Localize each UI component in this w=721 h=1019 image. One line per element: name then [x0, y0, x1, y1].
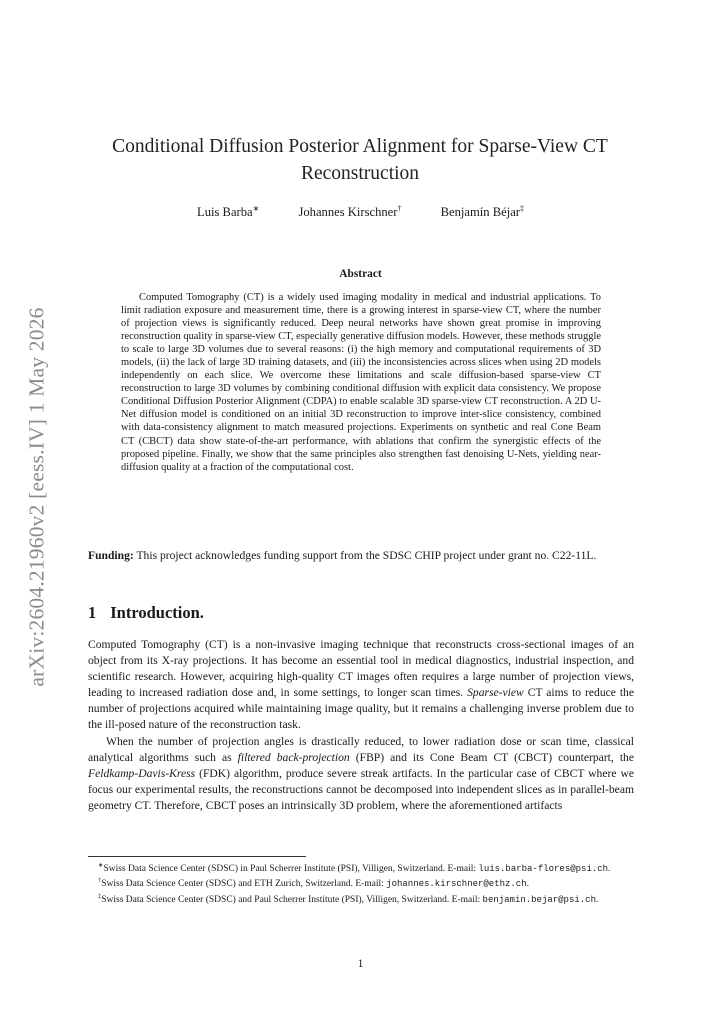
section-title: Introduction.	[110, 603, 204, 622]
author: Luis Barba∗	[197, 204, 260, 220]
author: Benjamín Béjar‡	[440, 204, 524, 220]
author: Johannes Kirschner†	[298, 204, 402, 220]
arxiv-identifier: arXiv:2604.21960v2 [eess.IV] 1 May 2026	[24, 307, 49, 687]
section-number: 1	[88, 603, 97, 622]
section-heading	[88, 603, 204, 623]
abstract-heading: Abstract	[339, 268, 382, 280]
email-link[interactable]: johannes.kirschner@ethz.ch	[386, 879, 527, 890]
paragraph: When the number of projection angles is drastically reduced, to lower radiation dose or scan time, classical analytical algorithms such as filtered back-projection (FBP) and its Cone Beam CT (CBCT) counterpart, the Feldkamp-Davis-Kress (FDK) algorithm, produce severe streak artifacts. In the particular case of CBCT where we focus our experimental results, the reconstructions cannot be decomposed into independent slices as in parallel-beam geometry CT. Therefore, CBCT poses an intrinsically 3D problem, where the aforementioned artifacts	[88, 734, 634, 812]
page-number: 1	[357, 957, 364, 970]
footnote: ∗Swiss Data Science Center (SDSC) in Paul Scherrer Institute (PSI), Villigen, Switzerland. E-mail: luis.barba-flores@psi.ch.	[98, 862, 611, 875]
paragraph: Computed Tomography (CT) is a non-invasive imaging technique that reconstructs cross-sectional images of an object from its X-ray projections. It has become an essential tool in medical diagnostics, industrial inspection, and scientific research. However, acquiring high-quality CT images often requires a large number of projection views, leading to increased radiation dose and, in some settings, to longer scan times. Sparse-view CT aims to reduce the number of projections acquired while maintaining image quality, but it remains a challenging inverse problem due to the ill-posed nature of the reconstruction task.	[88, 638, 634, 732]
funding-text: This project acknowledges funding support from the SDSC CHIP project under grant no. C22-11L.	[136, 549, 597, 562]
email-link[interactable]: luis.barba-flores@psi.ch	[478, 864, 609, 875]
footnotes	[88, 860, 634, 906]
introduction-body	[88, 637, 634, 814]
funding-label: Funding:	[88, 549, 134, 562]
title-line-2: Reconstruction	[300, 163, 420, 184]
footnote: ‡Swiss Data Science Center (SDSC) and Paul Scherrer Institute (PSI), Villigen, Switzerland. E-mail: benjamin.bejar@psi.ch.	[98, 892, 599, 905]
footnote: †Swiss Data Science Center (SDSC) and ETH Zurich, Switzerland. E-mail: johannes.kirschner@ethz.ch.	[98, 877, 529, 890]
footnote-rule	[88, 856, 306, 857]
title-line-1: Conditional Diffusion Posterior Alignment for Sparse-View CT	[112, 136, 608, 157]
author-list	[0, 204, 721, 220]
email-link[interactable]: benjamin.bejar@psi.ch	[482, 894, 596, 905]
abstract-body: Computed Tomography (CT) is a widely used imaging modality in medical and industrial applications. To limit radiation exposure and measurement time, there is a growing interest in sparse-view CT, where the number of projection views is significantly reduced. Deep neural networks have shown great promise in improving reconstruction quality in sparse-view CT, especially generative diffusion models. However, these methods struggle to scale to large 3D volumes due to several reasons: (i) the high memory and computational requirements of 3D models, (ii) the lack of large 3D training datasets, and (iii) the inconsistencies across slices when using 2D models independently on each slice. We overcome these limitations and scale diffusion-based sparse-view CT reconstruction to large 3D volumes by combining conditional diffusion with explicit data consistency. We propose Conditional Diffusion Posterior Alignment (CDPA) to enable scalable 3D sparse-view CT reconstruction. A 2D U-Net diffusion model is conditioned on an initial 3D reconstruction to improve inter-slice consistency, combined with data-consistency alignment to match measured projections. Experiments on synthetic and real Cone Beam CT (CBCT) data show state-of-the-art performance, with ablations that confirm the synergistic effects of the proposed pipeline. Finally, we show that the same principles also strengthen fast denoising U-Nets, yielding near-diffusion quality at a fraction of the computational cost.	[121, 292, 601, 473]
arxiv-sidebar	[22, 292, 52, 702]
funding-statement	[88, 548, 634, 564]
paper-title	[70, 133, 650, 187]
